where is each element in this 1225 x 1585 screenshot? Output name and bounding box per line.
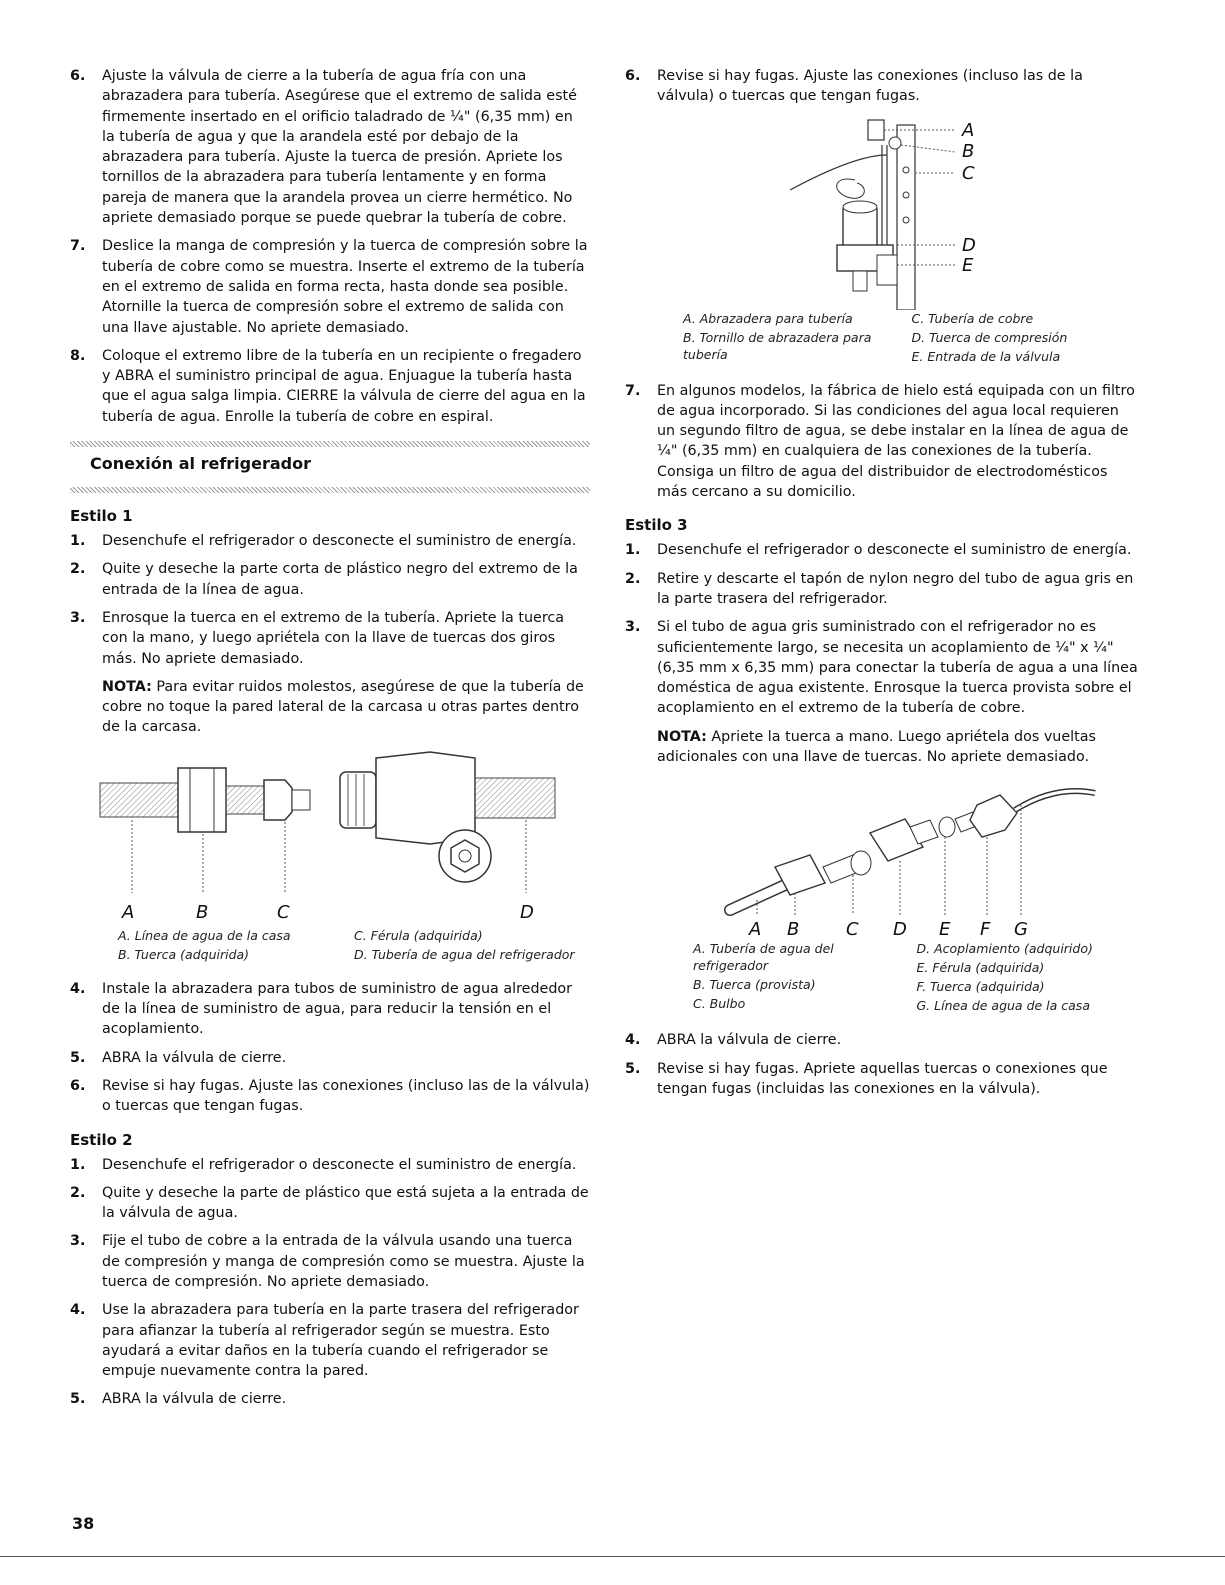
- note: NOTA: Apriete la tuerca a mano. Luego apriétela dos vueltas adicionales con una llave de tuercas. No apriete demasiado.: [657, 728, 1096, 766]
- label-a: A: [962, 119, 975, 141]
- label-b: B: [196, 901, 209, 923]
- note: NOTA: Para evitar ruidos molestos, asegúrese de que la tubería de cobre no toque la pared lateral de la carcasa u otras partes dentro de la carcasa.: [102, 678, 584, 736]
- caption: B. Tornillo de abrazadera para tubería: [683, 329, 872, 362]
- label-b: B: [787, 919, 800, 941]
- list-item: 8. Coloque el extremo libre de la tubería en un recipiente o fregadero y ABRA el suministro principal de agua. Enjuague la tubería hasta que el agua salga limpia. CIERRE la válvula de cierre del agua en la tubería de agua. Enrolle la tubería de cobre en espiral.: [70, 347, 586, 425]
- caption: C. Bulbo: [693, 996, 746, 1012]
- label-f: F: [980, 919, 991, 941]
- caption: B. Tuerca (provista): [693, 977, 816, 993]
- page-number: 38: [72, 1514, 95, 1533]
- list-item: 6. Ajuste la válvula de cierre a la tubería de agua fría con una abrazadera para tubería. Asegúrese que el extremo de salida esté firmemente insertado en el orificio taladrado de ¼" (6,35 mm) en la tubería de agua y que la arandela esté por debajo de la abrazadera para tubería. Ajuste la tuerca de presión. Apriete los tornillos de la abrazadera para tubería lentamente y en forma pareja de manera que la arandela provea un cierre hermético. No apriete demasiado porque se puede quebrar la tubería de cobre.: [70, 68, 577, 227]
- label-b: B: [962, 140, 975, 162]
- list-item: 1. Desenchufe el refrigerador o desconecte el suministro de energía.: [70, 1156, 577, 1173]
- list-item: 4. Use la abrazadera para tubería en la parte trasera del refrigerador para afianzar la tubería al refrigerador según se muestra. Esto ayudará a evitar daños en la tubería cuando el refrigerador se empuje nuevamente contra la pared.: [70, 1302, 579, 1380]
- list-item: 3. Si el tubo de agua gris suministrado con el refrigerador no es suficientemente largo, se necesita un acoplamiento de ¼" x ¼" (6,35 mm x 6,35 mm) para conectar la tubería de agua a una línea doméstica de agua existente. Enrosque la tuerca provista sobre el acoplamiento en el extremo de la tubería de cobre.: [625, 619, 1138, 717]
- figure-captions: [625, 310, 1140, 367]
- style-3-heading: Estilo 3: [625, 516, 688, 535]
- list-item: 6. Revise si hay fugas. Ajuste las conexiones (incluso las de la válvula) o tuercas que tengan fugas.: [625, 68, 1083, 105]
- section-title: Conexión al refrigerador: [90, 454, 311, 474]
- left-column: [70, 66, 590, 1418]
- figure-captions: [70, 927, 590, 965]
- caption: G. Línea de agua de la casa: [916, 998, 1090, 1014]
- label-e: E: [962, 254, 974, 276]
- divider: [0, 1556, 1225, 1557]
- divider: [70, 487, 590, 493]
- label-c: C: [846, 919, 859, 941]
- list-item: 1. Desenchufe el refrigerador o desconecte el suministro de energía.: [625, 542, 1132, 559]
- valve-clamp-illustration: [625, 115, 1135, 310]
- style-1-heading: Estilo 1: [70, 507, 133, 526]
- section-header: [70, 441, 590, 493]
- style-2-heading: Estilo 2: [70, 1130, 133, 1149]
- caption: C. Férula (adquirida): [354, 927, 483, 943]
- label-e: E: [939, 919, 951, 941]
- label-d: D: [520, 901, 534, 923]
- caption: F. Tuerca (adquirida): [916, 979, 1045, 995]
- divider: [70, 441, 590, 447]
- label-c: C: [277, 901, 290, 923]
- list-item: 2. Quite y deseche la parte de plástico que está sujeta a la entrada de la válvula de agua.: [70, 1184, 589, 1222]
- label-a: A: [122, 901, 135, 923]
- caption: D. Tubería de agua del refrigerador: [354, 946, 575, 962]
- figure-captions: [625, 940, 1140, 1016]
- list-item: 3. Enrosque la tuerca en el extremo de la tubería. Apriete la tuerca con la mano, y luego apriétela con la llave de tuercas dos giros más. No apriete demasiado.: [70, 609, 565, 667]
- coupling-illustration: [625, 775, 1135, 940]
- style-1-after-list: [70, 979, 590, 1117]
- list-item: 2. Retire y descarte el tapón de nylon negro del tubo de agua gris en la parte trasera del refrigerador.: [625, 570, 1134, 607]
- list-item: 6. Revise si hay fugas. Ajuste las conexiones (incluso las de la válvula) o tuercas que tengan fugas.: [70, 1077, 590, 1115]
- list-item: 4. Instale la abrazadera para tubos de suministro de agua alrededor de la línea de suministro de agua, para reducir la tensión en el acoplamiento.: [70, 980, 573, 1038]
- caption: A. Línea de agua de la casa: [118, 927, 291, 943]
- caption: A. Tubería de agua del refrigerador: [693, 941, 834, 974]
- figure-style-3: [625, 775, 1140, 1016]
- label-g: G: [1014, 919, 1028, 941]
- label-a: A: [749, 919, 762, 941]
- list-item: 1. Desenchufe el refrigerador o desconecte el suministro de energía.: [70, 533, 577, 550]
- caption: E. Entrada de la válvula: [911, 348, 1061, 364]
- figure-style-1: [70, 748, 590, 965]
- list-item: 4. ABRA la válvula de cierre.: [625, 1032, 842, 1049]
- list-item: 5. ABRA la válvula de cierre.: [70, 1391, 287, 1408]
- list-item: 7. Deslice la manga de compresión y la tuerca de compresión sobre la tubería de cobre como se muestra. Inserte el extremo de la tubería en el extremo de salida en forma recta, hasta donde sea posible. Atornille la tuerca de compresión sobre el extremo de salida con una llave ajustable. No apriete demasiado.: [70, 238, 588, 336]
- caption: D. Acoplamiento (adquirido): [916, 941, 1093, 957]
- list-item: 2. Quite y deseche la parte corta de plástico negro del extremo de la entrada de la línea de agua.: [70, 561, 578, 598]
- list-item: 5. ABRA la válvula de cierre.: [70, 1049, 287, 1066]
- pipe-connection-illustration: [70, 748, 560, 923]
- caption: A. Abrazadera para tubería: [683, 310, 853, 326]
- figure-style-2: [625, 115, 1140, 367]
- list-item: 3. Fije el tubo de cobre a la entrada de la válvula usando una tuerca de compresión y manga de compresión como se muestra. Ajuste la tuerca de compresión. No apriete demasiado.: [70, 1233, 585, 1290]
- caption: C. Tubería de cobre: [911, 310, 1034, 326]
- label-c: C: [962, 162, 975, 184]
- caption: D. Tuerca de compresión: [911, 329, 1068, 345]
- list-item: 7. En algunos modelos, la fábrica de hielo está equipada con un filtro de agua incorporado. Si las condiciones del agua local requieren un segundo filtro de agua, se debe instalar en la línea de agua de ¼" (6,35 mm) en cualquiera de las conexiones de la tubería. Consiga un filtro de agua del distribuidor de electrodomésticos más cercano a su domicilio.: [625, 382, 1135, 501]
- caption: E. Férula (adquirida): [916, 960, 1045, 976]
- style-3-after-list: [625, 1030, 1140, 1099]
- label-d: D: [962, 234, 976, 256]
- right-column: [625, 66, 1140, 1107]
- caption: B. Tuerca (adquirida): [118, 946, 250, 962]
- label-d: D: [893, 919, 907, 941]
- list-item: 5. Revise si hay fugas. Apriete aquellas tuercas o conexiones que tengan fugas (incluidas las conexiones en la válvula).: [625, 1060, 1108, 1097]
- intro-list: [70, 66, 590, 427]
